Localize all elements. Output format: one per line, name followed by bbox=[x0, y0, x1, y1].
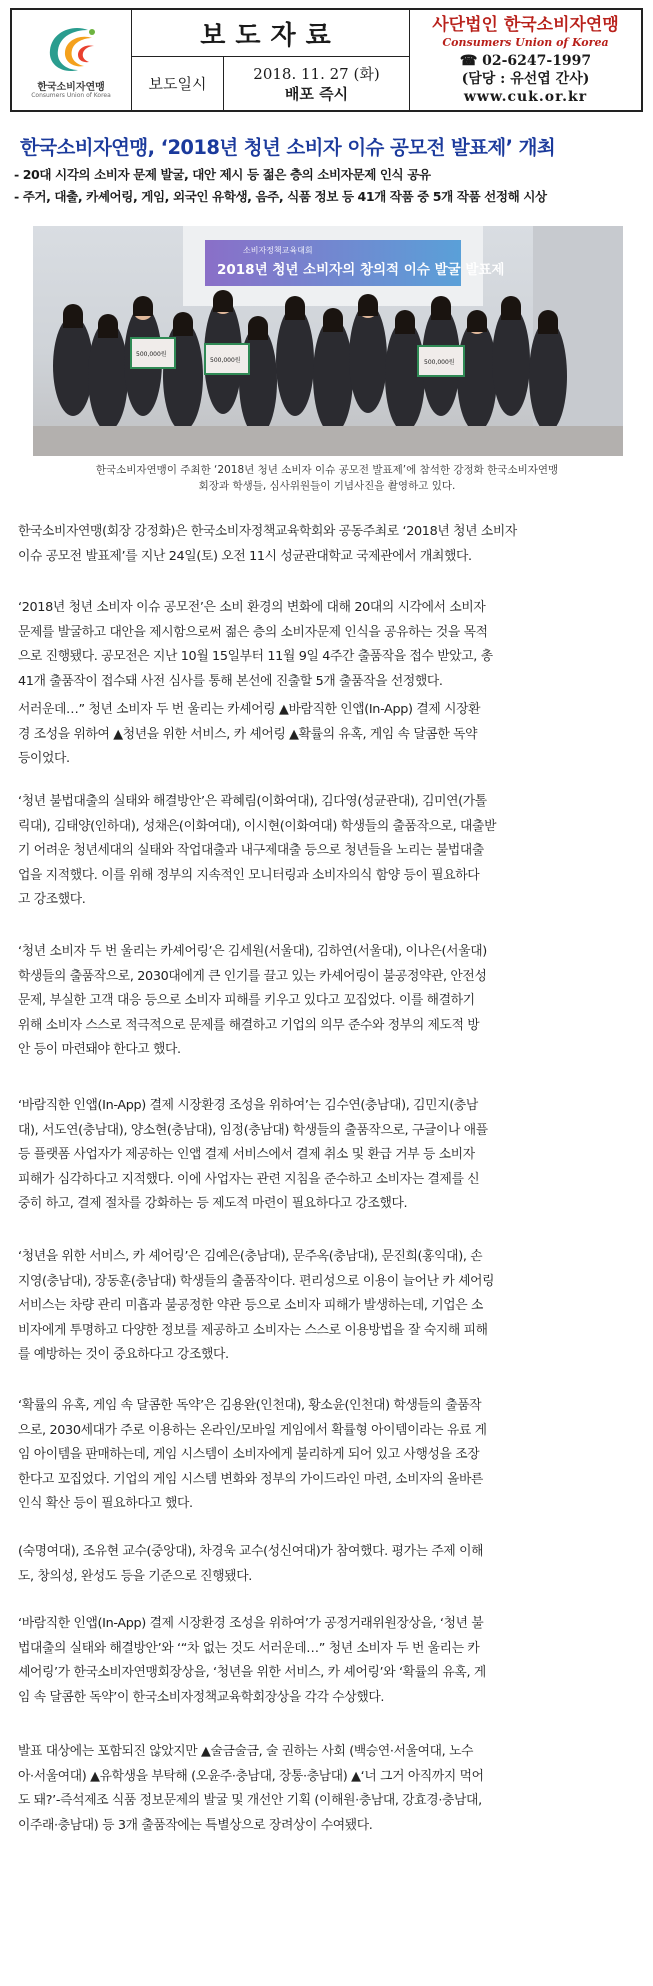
subheadline-2: - 주거, 대출, 카셰어링, 게임, 외국인 유학생, 음주, 식품 정보 등 41개 작품 중 5개 작품 선정해 시상 bbox=[14, 189, 547, 204]
body-paragraph-4: ‘청년 불법대출의 실태와 해결방안’은 곽혜림(이화여대), 김다영(성균관대), 김미연(가톨 릭대), 김태양(인하대), 성채은(이화여대), 이시현(이화여대) 학생들의 출품작으로, 대출받 기 어려운 청년세대의 실태와 작업대출과 내구제대출 등으로 청년들을 노리는 불법대출 업을 지적했다. 이를 위해 정부의 지속적인 모니터링과 소비자의식 함양 등이 필요하다 고 강조했다. bbox=[18, 794, 497, 907]
body-paragraph-1: 한국소비자연맹(회장 강정화)은 한국소비자정책교육학회와 공동주최로 ‘2018년 청년 소비자 이슈 공모전 발표제’를 지난 24일(토) 오전 11시 성균관대학교 국제관에서 개최했다. bbox=[18, 524, 517, 564]
banner-small-text: 소비자정책교육대회 bbox=[243, 246, 313, 255]
release-date: 2018. 11. 27 (화) bbox=[253, 64, 380, 83]
group-photo-illustration bbox=[33, 226, 623, 456]
photo-caption-line-2: 회장과 학생들, 심사위원들이 기념사진을 촬영하고 있다. bbox=[198, 480, 456, 492]
subheadline-1: - 20대 시각의 소비자 문제 발굴, 대안 제시 등 젊은 층의 소비자문제 인식 공유 bbox=[14, 167, 431, 182]
release-date-cell bbox=[224, 57, 410, 110]
photo-caption-line-1: 한국소비자연맹이 주최한 ‘2018년 청년 소비자 이슈 공모전 발표제’에 참석한 강정화 한국소비자연맹 bbox=[95, 464, 559, 476]
body-paragraph-9: (숙명여대), 조유현 교수(중앙대), 차경욱 교수(성신여대)가 참여했다. 평가는 주제 이해 도, 창의성, 완성도 등을 기준으로 진행됐다. bbox=[18, 1544, 484, 1584]
group-photo bbox=[33, 226, 623, 456]
body-paragraph-8: ‘확률의 유혹, 게임 속 달콤한 독약’은 김용완(인천대), 황소윤(인천대) 학생들의 출품작 으로, 2030세대가 주로 이용하는 온라인/모바일 게임에서 확률형 아이템이라는 유료 게 임 아이템을 판매하는데, 게임 시스템이 소비자에게 불리하게 되어 있고 사행성을 조장 한다고 꼬집었다. 기업의 게임 시스템 변화와 정부의 가이드라인 마련, 소비자의 올바른 인식 확산 등이 필요하다고 했다. bbox=[18, 1398, 487, 1511]
prize-board-text: 500,000원 bbox=[136, 351, 167, 358]
logo-korean-text: 한국소비자연맹 bbox=[37, 82, 105, 93]
body-paragraph-10: ‘바람직한 인앱(In-App) 결제 시장환경 조성을 위하여’가 공정거래위원장상을, ‘청년 불 법대출의 실태와 해결방안’와 ‘“차 없는 것도 서러운데…” 청년 소비자 두 번 울리는 카 셰어링’가 한국소비자연맹회장상을, ‘청년을 위한 서비스, 카 셰어링’와 ‘확률의 유혹, 게 임 속 달콤한 독약’이 한국소비자정책교육학회장상을 각각 수상했다. bbox=[18, 1616, 486, 1705]
body-paragraph-7: ‘청년을 위한 서비스, 카 셰어링’은 김예은(충남대), 문주옥(충남대), 문진희(홍익대), 손 지영(충남대), 장동훈(충남대) 학생들의 출품작이다. 편리성으로 이용이 늘어난 카 셰어링 서비스는 차량 관리 미흡과 불공정한 약관 등으로 소비자 피해가 발생하는데, 기업은 소 비자에게 투명하고 다양한 정보를 제공하고 소비자는 스스로 이용방법을 잘 숙지해 피해 를 예방하는 것이 중요하다고 강조했다. bbox=[18, 1249, 495, 1362]
org-name-english: Consumers Union of Korea bbox=[442, 36, 609, 49]
people-group bbox=[53, 290, 567, 436]
release-date-label: 보도일시 bbox=[132, 57, 224, 110]
body-paragraph-6: ‘바람직한 인앱(In-App) 결제 시장환경 조성을 위하여’는 김수연(충남대), 김민지(충남 대), 서도연(충남대), 양소현(충남대), 임정(충남대) 학생들의 출품작으로, 구글이나 애플 등 플랫폼 사업자가 제공하는 인앱 결제 서비스에서 결제 취소 및 환급 거부 등 소비자 피해가 심각하다고 지적했다. 이에 사업자는 관련 지침을 준수하고 소비자는 결제를 신 중히 하고, 결제 절차를 강화하는 등 제도적 마련이 필요하다고 강조했다. bbox=[18, 1098, 488, 1211]
body-paragraph-5: ‘청년 소비자 두 번 울리는 카셰어링’은 김세원(서울대), 김하연(서울대), 이나은(서울대) 학생들의 출품작으로, 2030대에게 큰 인기를 끌고 있는 카셰어링이 불공정약관, 안전성 문제, 부실한 고객 대응 등으로 소비자 피해를 키우고 있다고 꼬집었다. 이를 해결하기 위해 소비자 스스로 적극적으로 문제를 해결하고 기업의 의무 준수와 정부의 제도적 방 안 등이 마련돼야 한다고 했다. bbox=[18, 944, 487, 1057]
phone-number: ☎ 02-6247-1997 bbox=[459, 53, 592, 69]
headline: 한국소비자연맹, ‘2018년 청년 소비자 이슈 공모전 발표제’ 개최 bbox=[20, 136, 556, 159]
body-paragraph-3: 서러운데…” 청년 소비자 두 번 울리는 카셰어링 ▲바람직한 인앱(In-App) 결제 시장환 경 조성을 위하여 ▲청년을 위한 서비스, 카 셰어링 ▲확률의 유혹, 게임 속 달콤한 독약 등이었다. bbox=[18, 702, 481, 766]
cuk-logo-icon bbox=[42, 24, 100, 76]
contact-person: (담당 : 유선엽 간사) bbox=[461, 71, 590, 87]
document-title: 보도자료 bbox=[132, 10, 410, 57]
logo-english-text: Consumers Union of Korea bbox=[31, 92, 111, 99]
prize-board-text: 500,000원 bbox=[210, 357, 241, 364]
banner-text: 2018년 청년 소비자의 창의적 이슈 발굴 발표제 bbox=[217, 262, 505, 278]
logo-cell bbox=[12, 10, 132, 110]
org-name-korean: 사단법인 한국소비자연맹 bbox=[432, 15, 619, 35]
release-timing: 배포 즉시 bbox=[284, 84, 349, 103]
website-link[interactable]: www.cuk.or.kr bbox=[463, 89, 588, 105]
body-paragraph-11: 발표 대상에는 포함되진 않았지만 ▲술금술금, 술 권하는 사회 (백승연·서울여대, 노수 아·서울여대) ▲유학생을 부탁해 (오윤주·충남대, 장통·충남대) ▲‘너 그거 아직까지 먹어 도 돼?’-즉석제조 식품 정보문제의 발굴 및 개선안 기획 (이해원·충남대, 강효경·충남대, 이주래·충남대) 등 3개 출품작에는 특별상으로 장려상이 수여됐다. bbox=[18, 1744, 484, 1833]
organization-info bbox=[410, 10, 641, 110]
press-release-header bbox=[10, 8, 643, 112]
prize-board-text: 500,000원 bbox=[424, 359, 455, 366]
body-paragraph-2: ‘2018년 청년 소비자 이슈 공모전’은 소비 환경의 변화에 대해 20대의 시각에서 소비자 문제를 발굴하고 대안을 제시함으로써 젊은 층의 소비자문제 인식을 공유하는 것을 목적 으로 진행됐다. 공모전은 지난 10월 15일부터 11월 9일 4주간 출품작을 접수 받았고, 총 41개 출품작이 접수돼 사전 심사를 통해 본선에 진출할 5개 출품작을 선정했다. bbox=[18, 600, 493, 689]
